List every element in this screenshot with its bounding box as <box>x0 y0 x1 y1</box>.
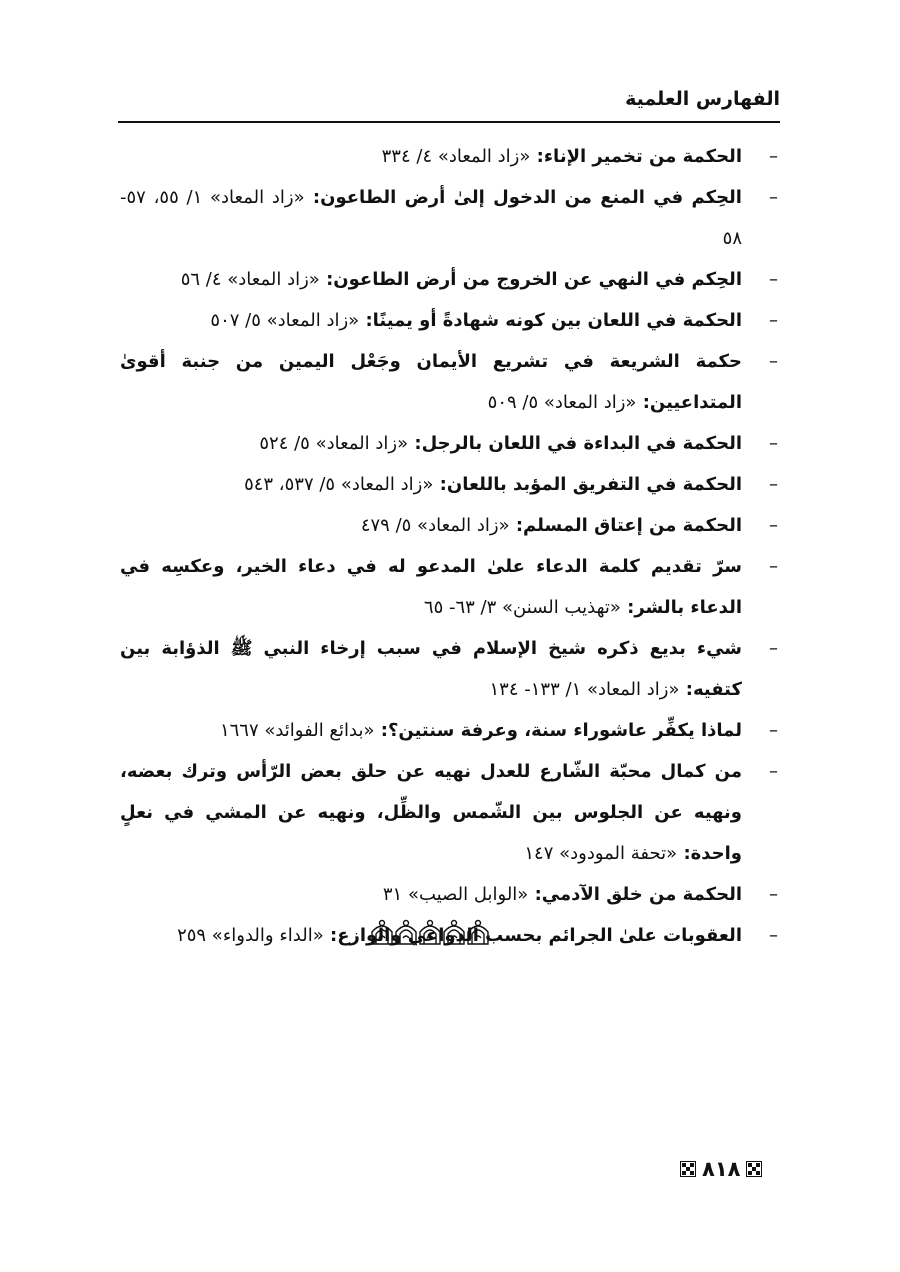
entry-dash: – <box>769 515 778 536</box>
entry-reference: «زاد المعاد» ٥/ ٤٧٩ <box>360 515 510 536</box>
index-entry <box>120 464 782 505</box>
entry-text: سرّ تقديم كلمة الدعاء علىٰ المدعو له في دعاء الخير، وعكسِه في الدعاء بالشر: <box>120 556 742 618</box>
index-entry-list <box>120 136 782 956</box>
entry-text: لماذا يكفِّر عاشوراء سنة، وعرفة سنتين؟: <box>374 720 742 741</box>
entry-text: الحكمة من تخمير الإناء: <box>530 146 742 167</box>
checkered-square-icon <box>680 1161 696 1177</box>
entry-reference: «زاد المعاد» ٥/ ٥٢٤ <box>259 433 409 454</box>
index-entry <box>120 341 782 423</box>
entry-reference: «تهذيب السنن» ٣/ ٦٣- ٦٥ <box>423 597 621 618</box>
entry-reference: «زاد المعاد» ٤/ ٥٦ <box>180 269 320 290</box>
index-entry <box>120 628 782 710</box>
entry-text: الحكمة في التفريق المؤبد باللعان: <box>433 474 742 495</box>
entry-reference: «زاد المعاد» ٤/ ٣٣٤ <box>381 146 531 167</box>
entry-reference: «زاد المعاد» ١/ ٥٥، ٥٧- ٥٨ <box>120 187 742 249</box>
entry-dash: – <box>769 433 778 454</box>
entry-text: من كمال محبّة الشّارع للعدل نهيه عن حلق بعض الرّأس وترك بعضه، ونهيه عن الجلوس بين الشّمس والظِّل، ونهيه عن المشي في نعلٍ واحدة: <box>120 761 742 864</box>
entry-text: الحكمة من إعتاق المسلم: <box>509 515 742 536</box>
entry-dash: – <box>769 310 778 331</box>
entry-dash: – <box>769 269 778 290</box>
entry-reference: «زاد المعاد» ٥/ ٥٠٩ <box>487 392 637 413</box>
header-rule <box>118 121 780 123</box>
entry-reference: «زاد المعاد» ٥/ ٥٠٧ <box>210 310 360 331</box>
entry-dash: – <box>769 187 778 208</box>
index-entry <box>120 136 782 177</box>
entry-text: شيء بديع ذكره شيخ الإسلام في سبب إرخاء النبي ﷺ الذؤابة بين كتفيه: <box>120 638 742 700</box>
entry-dash: – <box>769 761 778 782</box>
entry-reference: «زاد المعاد» ٥/ ٥٣٧، ٥٤٣ <box>244 474 434 495</box>
entry-reference: «الداء والدواء» ٢٥٩ <box>177 925 324 946</box>
entry-dash: – <box>769 925 778 946</box>
entry-dash: – <box>769 556 778 577</box>
entry-dash: – <box>769 638 778 659</box>
index-entry <box>120 874 782 915</box>
index-entry <box>120 423 782 464</box>
entry-reference: «زاد المعاد» ١/ ١٣٣- ١٣٤ <box>489 679 680 700</box>
entry-text: الحِكم في المنع من الدخول إلىٰ أرض الطاعون: <box>304 187 742 208</box>
entry-dash: – <box>769 474 778 495</box>
index-entry <box>120 546 782 628</box>
entry-text: الحكمة في البداءة في اللعان بالرجل: <box>408 433 742 454</box>
entry-dash: – <box>769 146 778 167</box>
page-number-block <box>680 1156 762 1182</box>
checkered-square-icon <box>746 1161 762 1177</box>
index-entry <box>120 710 782 751</box>
entry-text: حكمة الشريعة في تشريع الأيمان وجَعْل اليمين من جنبة أقوىٰ المتداعيين: <box>120 351 742 413</box>
entry-reference: «بدائع الفوائد» ١٦٦٧ <box>219 720 375 741</box>
page-number: ٨١٨ <box>702 1157 741 1181</box>
index-entry <box>120 505 782 546</box>
entry-dash: – <box>769 720 778 741</box>
entry-text: العقوبات علىٰ الجرائم بحسب الدواعي والوازع: <box>323 925 742 946</box>
entry-text: الحكمة من خلق الآدمي: <box>528 884 742 905</box>
entry-dash: – <box>769 351 778 372</box>
entry-text: الحكمة في اللعان بين كونه شهادةً أو يمينًا: <box>359 310 742 331</box>
entry-dash: – <box>769 884 778 905</box>
index-entry <box>120 751 782 874</box>
floral-ornament-icon <box>370 916 494 946</box>
index-entry <box>120 177 782 259</box>
entry-reference: «الوابل الصيب» ٣١ <box>382 884 529 905</box>
entry-reference: «تحفة المودود» ١٤٧ <box>524 843 678 864</box>
entry-text: الحِكم في النهي عن الخروج من أرض الطاعون: <box>319 269 742 290</box>
running-head-title: الفهارس العلمية <box>625 88 780 110</box>
index-entry <box>120 300 782 341</box>
index-entry <box>120 259 782 300</box>
